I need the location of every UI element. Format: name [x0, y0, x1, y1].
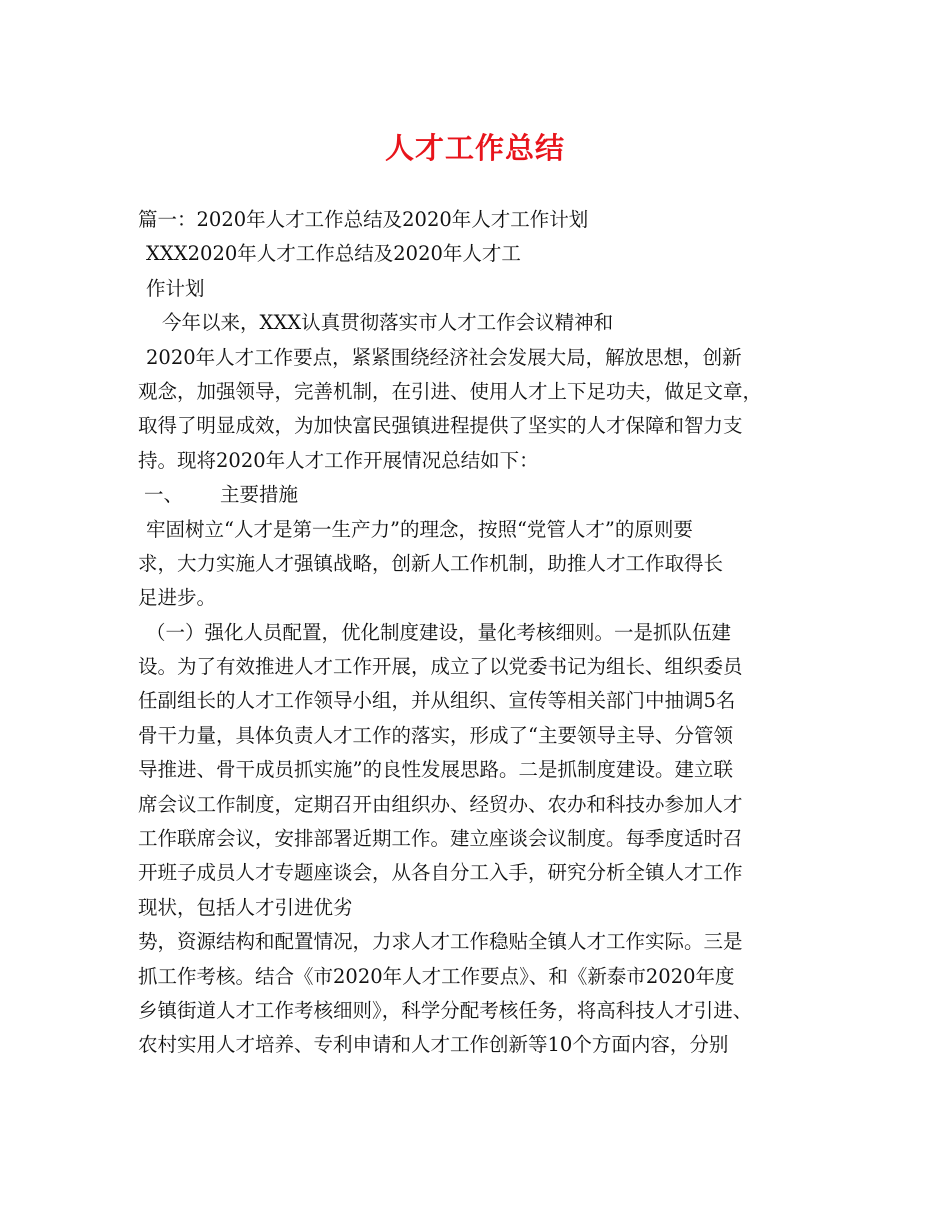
text-line: 现状，包括人才引进优劣 — [138, 895, 353, 919]
text-line: 求，大力实施人才强镇战略，创新人工作机制，助推人才工作取得长 — [138, 551, 724, 575]
text-line: 设。为了有效推进人才工作开展，成立了以党委书记为组长、组织委员 — [138, 655, 743, 679]
text-line: 工作联席会议，安排部署近期工作。建立座谈会议制度。每季度适时召 — [138, 827, 743, 851]
text-line: 观念，加强领导，完善机制，在引进、使用人才上下足功夫，做足文章， — [138, 379, 763, 403]
text-line: 席会议工作制度，定期召开由组织办、经贸办、农办和科技办参加人才 — [138, 792, 743, 816]
text-line: 取得了明显成效，为加快富民强镇进程提供了坚实的人才保障和智力支 — [138, 414, 743, 438]
text-line: 作计划 — [146, 276, 205, 300]
document-body — [138, 203, 838, 1063]
text-line: 持。现将2020年人才工作开展情况总结如下： — [138, 448, 539, 472]
text-line: XXX2020年人才工作总结及2020年人才工 — [146, 242, 521, 266]
text-line: 抓工作考核。结合《市2020年人才工作要点》、和《新泰市2020年度 — [138, 964, 735, 988]
text-line: 足进步。 — [138, 586, 217, 610]
text-line: 农村实用人才培养、专利申请和人才工作创新等10个方面内容，分别 — [138, 1033, 729, 1057]
text-line: 导推进、骨干成员抓实施”的良性发展思路。二是抓制度建设。建立联 — [138, 758, 733, 782]
text-line: 乡镇街道人才工作考核细则》，科学分配考核任务，将高科技人才引进、 — [138, 998, 753, 1022]
text-line: 势，资源结构和配置情况，力求人才工作稳贴全镇人才工作实际。三是 — [138, 930, 743, 954]
text-line: 篇一：2020年人才工作总结及2020年人才工作计划 — [138, 208, 589, 231]
text-line: 牢固树立“人才是第一生产力”的理念，按照“党管人才”的原则要 — [146, 517, 693, 541]
text-line: 今年以来，XXX认真贯彻落实市人才工作会议精神和 — [162, 311, 614, 335]
text-line: 任副组长的人才工作领导小组，并从组织、宣传等相关部门中抽调5名 — [138, 689, 736, 713]
section-heading — [138, 478, 838, 512]
text-line: 骨干力量，具体负责人才工作的落实，形成了“主要领导主导、分管领 — [138, 723, 733, 747]
section-title: 主要措施 — [220, 483, 299, 507]
text-line: 2020年人才工作要点，紧紧围绕经济社会发展大局，解放思想，创新 — [146, 345, 742, 369]
text-line: （一）强化人员配置，优化制度建设，量化考核细则。一是抓队伍建 — [146, 620, 732, 644]
document-title: 人才工作总结 — [384, 131, 565, 165]
section-number: 一、 — [144, 483, 184, 507]
text-line: 开班子成员人才专题座谈会，从各自分工入手，研究分析全镇人才工作 — [138, 861, 743, 885]
